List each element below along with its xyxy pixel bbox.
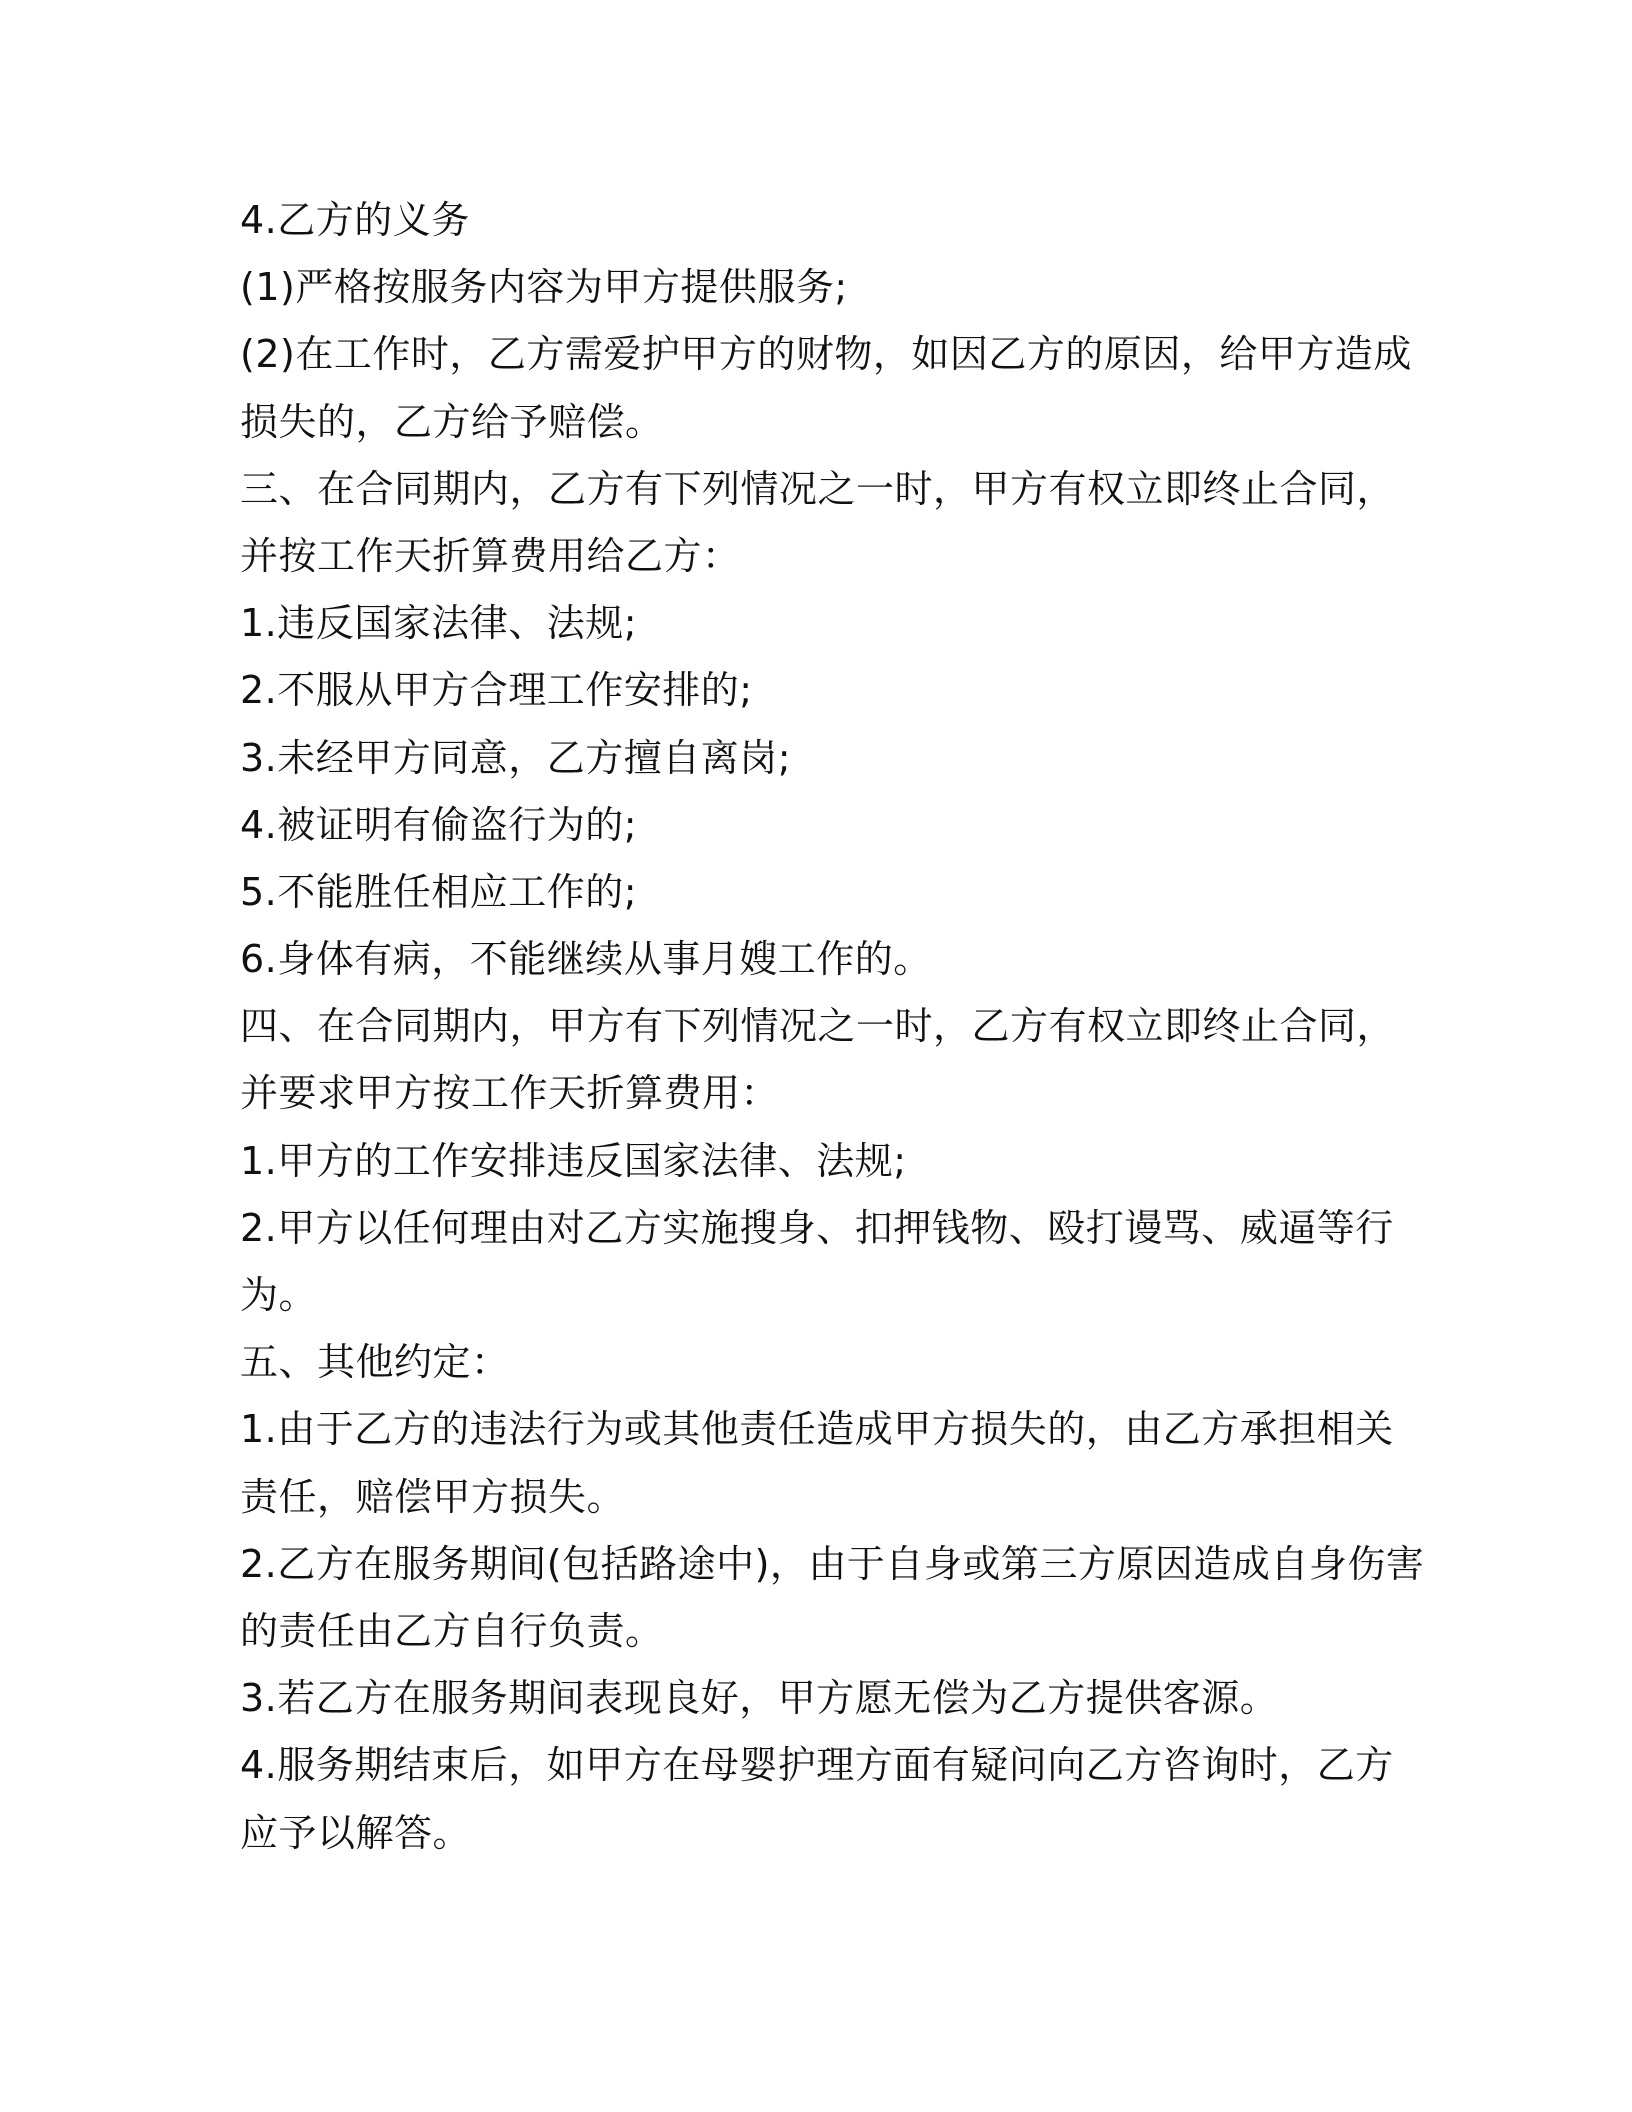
document-body bbox=[240, 187, 1425, 1867]
clause-five-item-2: 2.乙方在服务期间(包括路途中)，由于自身或第三方原因造成自身伤害 bbox=[240, 1541, 1425, 1586]
clause-three-item-1: 1.违反国家法律、法规; bbox=[240, 601, 638, 646]
clause-five-item-4: 4.服务期结束后，如甲方在母婴护理方面有疑问向乙方咨询时，乙方 bbox=[240, 1743, 1394, 1788]
clause-three-item-5: 5.不能胜任相应工作的; bbox=[240, 869, 638, 914]
clause-five-item-1-continued: 责任，赔偿甲方损失。 bbox=[240, 1474, 626, 1519]
obligation-item-2: (2)在工作时，乙方需爱护甲方的财物，如因乙方的原因，给甲方造成 bbox=[240, 332, 1412, 377]
clause-three-item-6: 6.身体有病，不能继续从事月嫂工作的。 bbox=[240, 937, 932, 982]
clause-five-heading: 五、其他约定： bbox=[240, 1340, 510, 1385]
section-heading-party-b-obligations: 4.乙方的义务 bbox=[240, 198, 470, 242]
clause-four-heading-continued: 并要求甲方按工作天折算费用： bbox=[240, 1071, 780, 1116]
clause-three-item-2: 2.不服从甲方合理工作安排的; bbox=[240, 668, 753, 713]
clause-five-item-1: 1.由于乙方的违法行为或其他责任造成甲方损失的，由乙方承担相关 bbox=[240, 1407, 1394, 1452]
clause-three-item-3: 3.未经甲方同意，乙方擅自离岗; bbox=[240, 735, 792, 780]
clause-three-item-4: 4.被证明有偷盗行为的; bbox=[240, 802, 638, 847]
clause-four-item-1: 1.甲方的工作安排违反国家法律、法规; bbox=[240, 1138, 907, 1183]
clause-four-heading: 四、在合同期内，甲方有下列情况之一时，乙方有权立即终止合同， bbox=[240, 1004, 1396, 1049]
clause-three-heading: 三、在合同期内，乙方有下列情况之一时，甲方有权立即终止合同， bbox=[240, 466, 1396, 511]
clause-five-item-2-continued: 的责任由乙方自行负责。 bbox=[240, 1608, 664, 1653]
clause-four-item-2-continued: 为。 bbox=[240, 1273, 318, 1317]
clause-three-heading-continued: 并按工作天折算费用给乙方： bbox=[240, 533, 741, 578]
obligation-item-1: (1)严格按服务内容为甲方提供服务; bbox=[240, 265, 848, 310]
clause-five-item-4-continued: 应予以解答。 bbox=[240, 1810, 472, 1855]
clause-five-item-3: 3.若乙方在服务期间表现良好，甲方愿无偿为乙方提供客源。 bbox=[240, 1676, 1279, 1721]
clause-four-item-2: 2.甲方以任何理由对乙方实施搜身、扣押钱物、殴打谩骂、威逼等行 bbox=[240, 1205, 1394, 1250]
obligation-item-2-continued: 损失的，乙方给予赔偿。 bbox=[240, 399, 664, 444]
